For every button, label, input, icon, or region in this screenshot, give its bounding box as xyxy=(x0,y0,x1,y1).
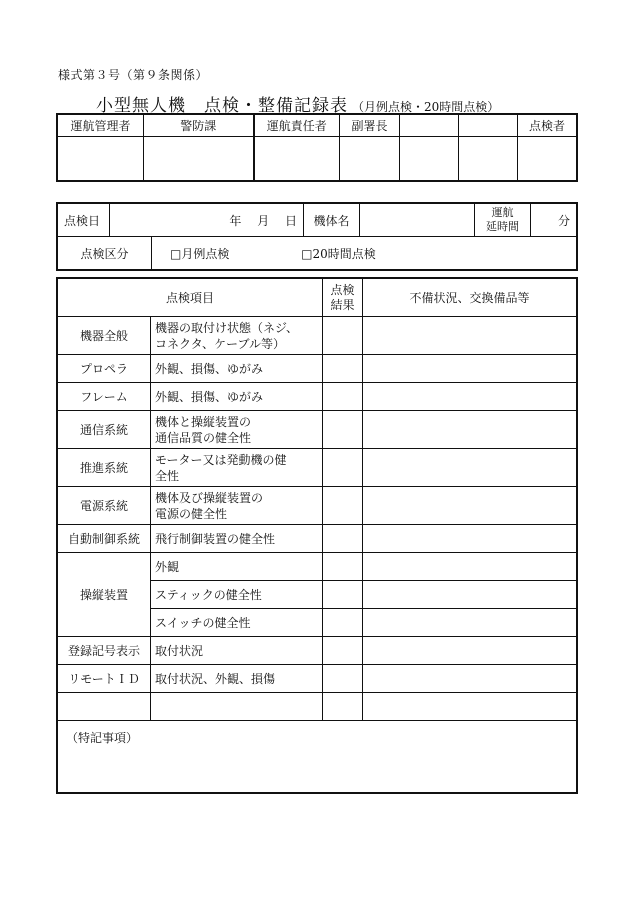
option-monthly-checkbox[interactable]: □月例点検 xyxy=(170,246,230,261)
notes-cell[interactable] xyxy=(363,411,577,449)
aircraft-label: 機体名 xyxy=(304,204,360,237)
approval-header: 点検者 xyxy=(518,115,577,137)
item-cell: 外観、損傷、ゆがみ xyxy=(151,383,323,411)
category-options xyxy=(152,237,577,270)
result-cell[interactable] xyxy=(323,637,363,665)
date-label: 点検日 xyxy=(58,204,110,237)
title-sub: （月例点検・20時間点検） xyxy=(352,100,500,114)
result-cell[interactable] xyxy=(323,665,363,693)
title-main: 小型無人機 点検・整備記録表 xyxy=(96,96,348,116)
category-cell: 自動制御系統 xyxy=(58,525,151,553)
stamp-cell[interactable] xyxy=(144,137,254,181)
form-number: 様式第３号（第９条関係） xyxy=(58,68,209,82)
stamp-cell[interactable] xyxy=(459,137,518,181)
category-cell: 操縦装置 xyxy=(58,553,151,637)
item-cell: 外観 xyxy=(151,553,323,581)
item-cell: 機体と操縦装置の 通信品質の健全性 xyxy=(151,411,323,449)
item-cell: スイッチの健全性 xyxy=(151,609,323,637)
stamp-cell[interactable] xyxy=(58,137,144,181)
category-cell: 推進系統 xyxy=(58,449,151,487)
result-cell[interactable] xyxy=(323,487,363,525)
checklist-table xyxy=(57,278,577,793)
item-cell: 飛行制御装置の健全性 xyxy=(151,525,323,553)
notes-cell[interactable] xyxy=(363,637,577,665)
notes-cell[interactable] xyxy=(363,581,577,609)
remarks-field[interactable] xyxy=(58,721,577,793)
result-cell[interactable] xyxy=(323,693,363,721)
result-cell[interactable] xyxy=(323,383,363,411)
notes-cell[interactable] xyxy=(363,383,577,411)
notes-cell[interactable] xyxy=(363,355,577,383)
col-item-header: 点検項目 xyxy=(58,279,323,317)
notes-cell[interactable] xyxy=(363,525,577,553)
category-label: 点検区分 xyxy=(58,237,152,270)
result-cell[interactable] xyxy=(323,609,363,637)
result-cell[interactable] xyxy=(323,553,363,581)
aircraft-field[interactable] xyxy=(360,204,475,237)
approval-header: 運航管理者 xyxy=(58,115,144,137)
item-cell: 機器の取付け状態（ネジ、 コネクタ、ケーブル等） xyxy=(151,317,323,355)
category-cell: プロペラ xyxy=(58,355,151,383)
category-cell: 機器全般 xyxy=(58,317,151,355)
result-cell[interactable] xyxy=(323,581,363,609)
item-cell: スティックの健全性 xyxy=(151,581,323,609)
notes-cell[interactable] xyxy=(363,449,577,487)
category-cell-blank[interactable] xyxy=(58,693,151,721)
notes-cell[interactable] xyxy=(363,693,577,721)
result-cell[interactable] xyxy=(323,449,363,487)
notes-cell[interactable] xyxy=(363,487,577,525)
approval-header xyxy=(400,115,459,137)
notes-cell[interactable] xyxy=(363,609,577,637)
approval-table xyxy=(57,114,577,181)
approval-header xyxy=(459,115,518,137)
flight-time-field[interactable]: 分 xyxy=(531,204,577,237)
result-cell[interactable] xyxy=(323,411,363,449)
stamp-cell[interactable] xyxy=(400,137,459,181)
category-cell: 通信系統 xyxy=(58,411,151,449)
stamp-cell[interactable] xyxy=(254,137,340,181)
stamp-cell[interactable] xyxy=(518,137,577,181)
item-cell: モーター又は発動機の健 全性 xyxy=(151,449,323,487)
flight-time-label: 運航 延時間 xyxy=(475,204,531,237)
option-20h-checkbox[interactable]: □20時間点検 xyxy=(301,246,376,261)
category-cell: フレーム xyxy=(58,383,151,411)
page-title xyxy=(96,91,499,116)
category-cell: 登録記号表示 xyxy=(58,637,151,665)
result-cell[interactable] xyxy=(323,355,363,383)
approval-header: 副署長 xyxy=(340,115,400,137)
col-notes-header: 不備状況、交換備品等 xyxy=(363,279,577,317)
notes-cell[interactable] xyxy=(363,553,577,581)
approval-header: 運航責任者 xyxy=(254,115,340,137)
col-result-header: 点検 結果 xyxy=(323,279,363,317)
notes-cell[interactable] xyxy=(363,317,577,355)
notes-cell[interactable] xyxy=(363,665,577,693)
item-cell: 外観、損傷、ゆがみ xyxy=(151,355,323,383)
result-cell[interactable] xyxy=(323,317,363,355)
stamp-cell[interactable] xyxy=(340,137,400,181)
item-cell-blank[interactable] xyxy=(151,693,323,721)
category-cell: リモートＩＤ xyxy=(58,665,151,693)
inspection-info-table xyxy=(57,203,577,270)
item-cell: 機体及び操縦装置の 電源の健全性 xyxy=(151,487,323,525)
category-cell: 電源系統 xyxy=(58,487,151,525)
remarks-label: （特記事項） xyxy=(66,731,139,745)
approval-header: 警防課 xyxy=(144,115,254,137)
item-cell: 取付状況、外観、損傷 xyxy=(151,665,323,693)
date-field[interactable]: 年 月 日 xyxy=(110,204,304,237)
result-cell[interactable] xyxy=(323,525,363,553)
item-cell: 取付状況 xyxy=(151,637,323,665)
